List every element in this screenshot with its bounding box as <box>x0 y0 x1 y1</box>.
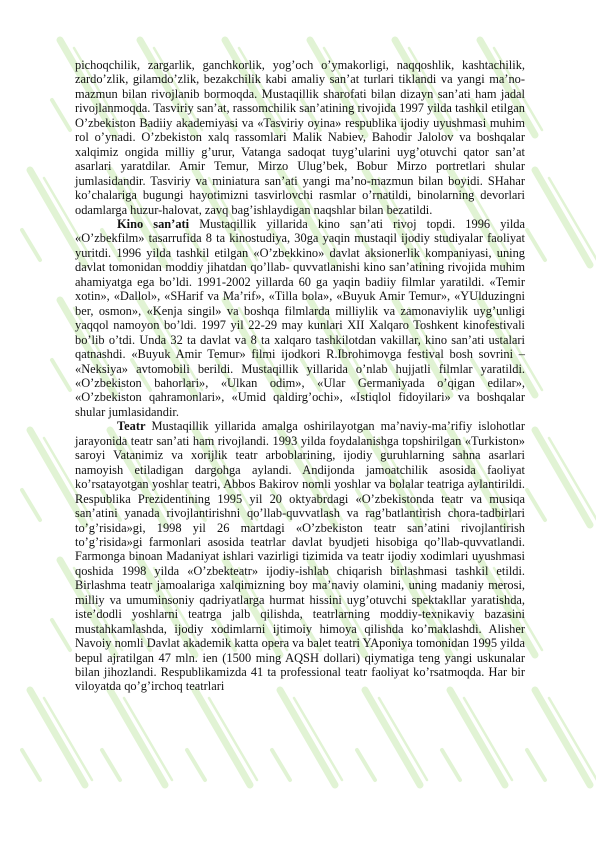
watermark-stroke <box>22 230 40 260</box>
watermark-stroke <box>30 690 85 785</box>
paragraph-theatre <box>75 419 525 694</box>
watermark-stroke <box>365 690 420 785</box>
paragraph-text: pichoqchilik, zargarlik, ganchkorlik, yog’och o’ymakorligi, naqqoshlik, kashtachilik, zardo’zlik, gilamdo’zlik, bezakchilik kabi amaliy san’at turlari tiklandi va yangi ma’no-mazmun bilan rivojlanib bormoqda. Mustaqillik sharofati bilan dizayn san’ati ham jadal rivojlanmoqda. Tasviriy san’at, rassomchilik san’atining rivojida 1997 yilda tashkil etilgan O’zbekiston Badiiy akademiyasi va «Tasviriy oyina» respublika ijodiy uyushmasi muhim rol o’ynadi. O’zbekiston xalq rassomlari Malik Nabiev, Bahodir Jalolov va boshqalar xalqimiz ongida milliy g’urur, Vatanga sadoqat tuyg’ularini uyg’otuvchi qator san’at asarlari yaratdilar. Amir Temur, Mirzo Ulug’bek, Bobur Mirzo portretlari shular jumlasidandir. Tasviriy va miniatura san’ati yangi ma’no-mazmun bilan boyidi. SHahar ko’chalariga bugungi hayotimizni tasvirlovchi rasmlar o’rnatildi, binolarning devorlari odamlarga huzur-halovat, zavq bag’ishlaydigan naqshlar bilan bezatildi. <box>75 58 525 217</box>
paragraph-text: Mustaqillik yillarida amalga oshirilayotgan ma’naviy-ma’rifiy islohotlar jarayonida teatr san’ati ham rivojlandi. 1993 yilda foydalanishga topshirilgan «Turkiston» saroyi Vatanimiz va xorijlik teatr arboblarining, ijodiy guruhlarning sahna asarlari namoyish etiladigan dargohga aylandi. Andijonda jamoatchilik asosida faoliyat ko’rsatayotgan yoshlar teatri, Abbos Bakirov nomli yoshlar va bolalar teatriga aylantirildi. Respublika Prezidentining 1995 yil 20 oktyabrdagi «O’zbekistonda teatr va musiqa san’atini yanada rivojlantirishni qo’llab-quvvatlash va rag’batlantirish chora-tadbirlari to’g’risida»gi, 1998 yil 26 martdagi «O’zbekiston teatr san’atini rivojlantirish to’g’risida»gi farmonlari asosida teatrlar davlat byudjeti hisobiga qo’llab-quvvatlandi. Farmonga binoan Madaniyat ishlari vazirligi tizimida va teatr ijodiy xodimlari uyushmasi qoshida 1998 yilda «O’zbekteatr» ijodiy-ishlab chiqarish birlashmasi tashkil etildi. Birlashma teatr jamoalariga xalqimizning boy ma’naviy olamini, uning madaniy merosi, milliy va umuminsoniy qadriyatlarga hurmat hissini uyg’otuvchi spektakllar yaratishda, iste’dodli yoshlarni teatrga jalb qilishda, teatrlarning moddiy-texnikaviy bazasini mustahkamlashda, ijodiy xodimlarni ijtimoiy himoya qilishda ko’maklashdi. Alisher Navoiy nomli Davlat akademik katta opera va balet teatri YAponiya tomonidan 1995 yilda bepul ajratilgan 47 mln. ien (1500 ming AQSH dollari) qiymatiga teng yangi uskunalar bilan jihozlandi. Respublikamizda 41 ta professional teatr faoliyat ko’rsatmoqda. Har bir viloyatda qo’g’irchoq teatrlari <box>75 419 525 694</box>
watermark-stroke <box>52 360 70 390</box>
paragraph-applied-arts <box>75 58 525 217</box>
watermark-stroke <box>294 698 342 780</box>
watermark-stroke <box>527 490 545 520</box>
watermark-stroke <box>102 750 120 780</box>
watermark-stroke <box>535 690 590 785</box>
paragraph-lead: Kino san’ati <box>117 216 190 231</box>
document-page <box>75 58 525 694</box>
watermark-stroke <box>209 698 257 780</box>
paragraph-lead: Teatr <box>117 419 146 434</box>
watermark-stroke <box>527 750 545 780</box>
watermark-stroke <box>22 490 40 520</box>
watermark-stroke <box>272 750 290 780</box>
watermark-stroke <box>110 690 165 785</box>
paragraph-cinema <box>75 217 525 419</box>
watermark-stroke <box>549 438 596 520</box>
watermark-stroke <box>549 698 596 780</box>
watermark-stroke <box>280 690 335 785</box>
paragraph-text: Mustaqillik yillarida kino san’ati rivoj topdi. 1996 yilda «O’zbekfilm» tasarrufida 8 ta kinostudiya, 30ga yaqin mustaqil ijodiy studiyalar faoliyat yuritdi. 1996 yilda tashkil etilgan «O’zbekkino» davlat aksionerlik kompaniyasi, uning davlat tomonidan moddiy jihatdan qo’llab- quvvatlanishi kino san’atining rivojida muhim ahamiyatga ega bo’ldi. 1991-2002 yillarda 60 ga yaqin badiiy filmlar yaratildi. «Temir xotin», «Dallol», «SHarif va Ma’rif», «Tilla bola», «Buyuk Amir Temur», «YUlduzingni ber, osmon», «Kenja singil» va boshqa filmlarda milliylik va zamonaviylik uyg’unligi yaqqol namoyon bo’ldi. 1997 yil 22-29 may kunlari XII Xalqaro Toshkent kinofestivali bo’lib o’tdi. Unda 32 ta davlat va 8 ta xalqaro tashkilotdan vakillar, kino san’ati ustalari qatnashdi. «Buyuk Amir Temur» filmi ijodkori R.Ibrohimovga festival bosh sovrini – «Neksiya» avtomobili berildi. Mustaqillik yillarida o’nlab hujjatli filmlar yaratildi. «O’zbekiston bahorlari», «Ulkan odim», «Ular Germaniyada o’qigan edilar», «O’zbekiston qahramonlari», «Umid qaldirg’ochi», «Istiqlol fidoyilari» va boshqalar shular jumlasidandir. <box>75 216 525 419</box>
watermark-stroke <box>549 178 596 260</box>
watermark-stroke <box>450 690 505 785</box>
watermark-stroke <box>124 698 172 780</box>
watermark-stroke <box>357 750 375 780</box>
watermark-stroke <box>44 698 92 780</box>
watermark-stroke <box>535 430 590 525</box>
watermark-stroke <box>464 698 512 780</box>
watermark-stroke <box>187 750 205 780</box>
watermark-stroke <box>22 750 40 780</box>
watermark-stroke <box>379 698 427 780</box>
watermark-stroke <box>442 750 460 780</box>
watermark-stroke <box>195 690 250 785</box>
watermark-stroke <box>527 230 545 260</box>
watermark-stroke <box>535 170 590 265</box>
watermark-stroke <box>52 100 70 130</box>
watermark-stroke <box>52 620 70 650</box>
